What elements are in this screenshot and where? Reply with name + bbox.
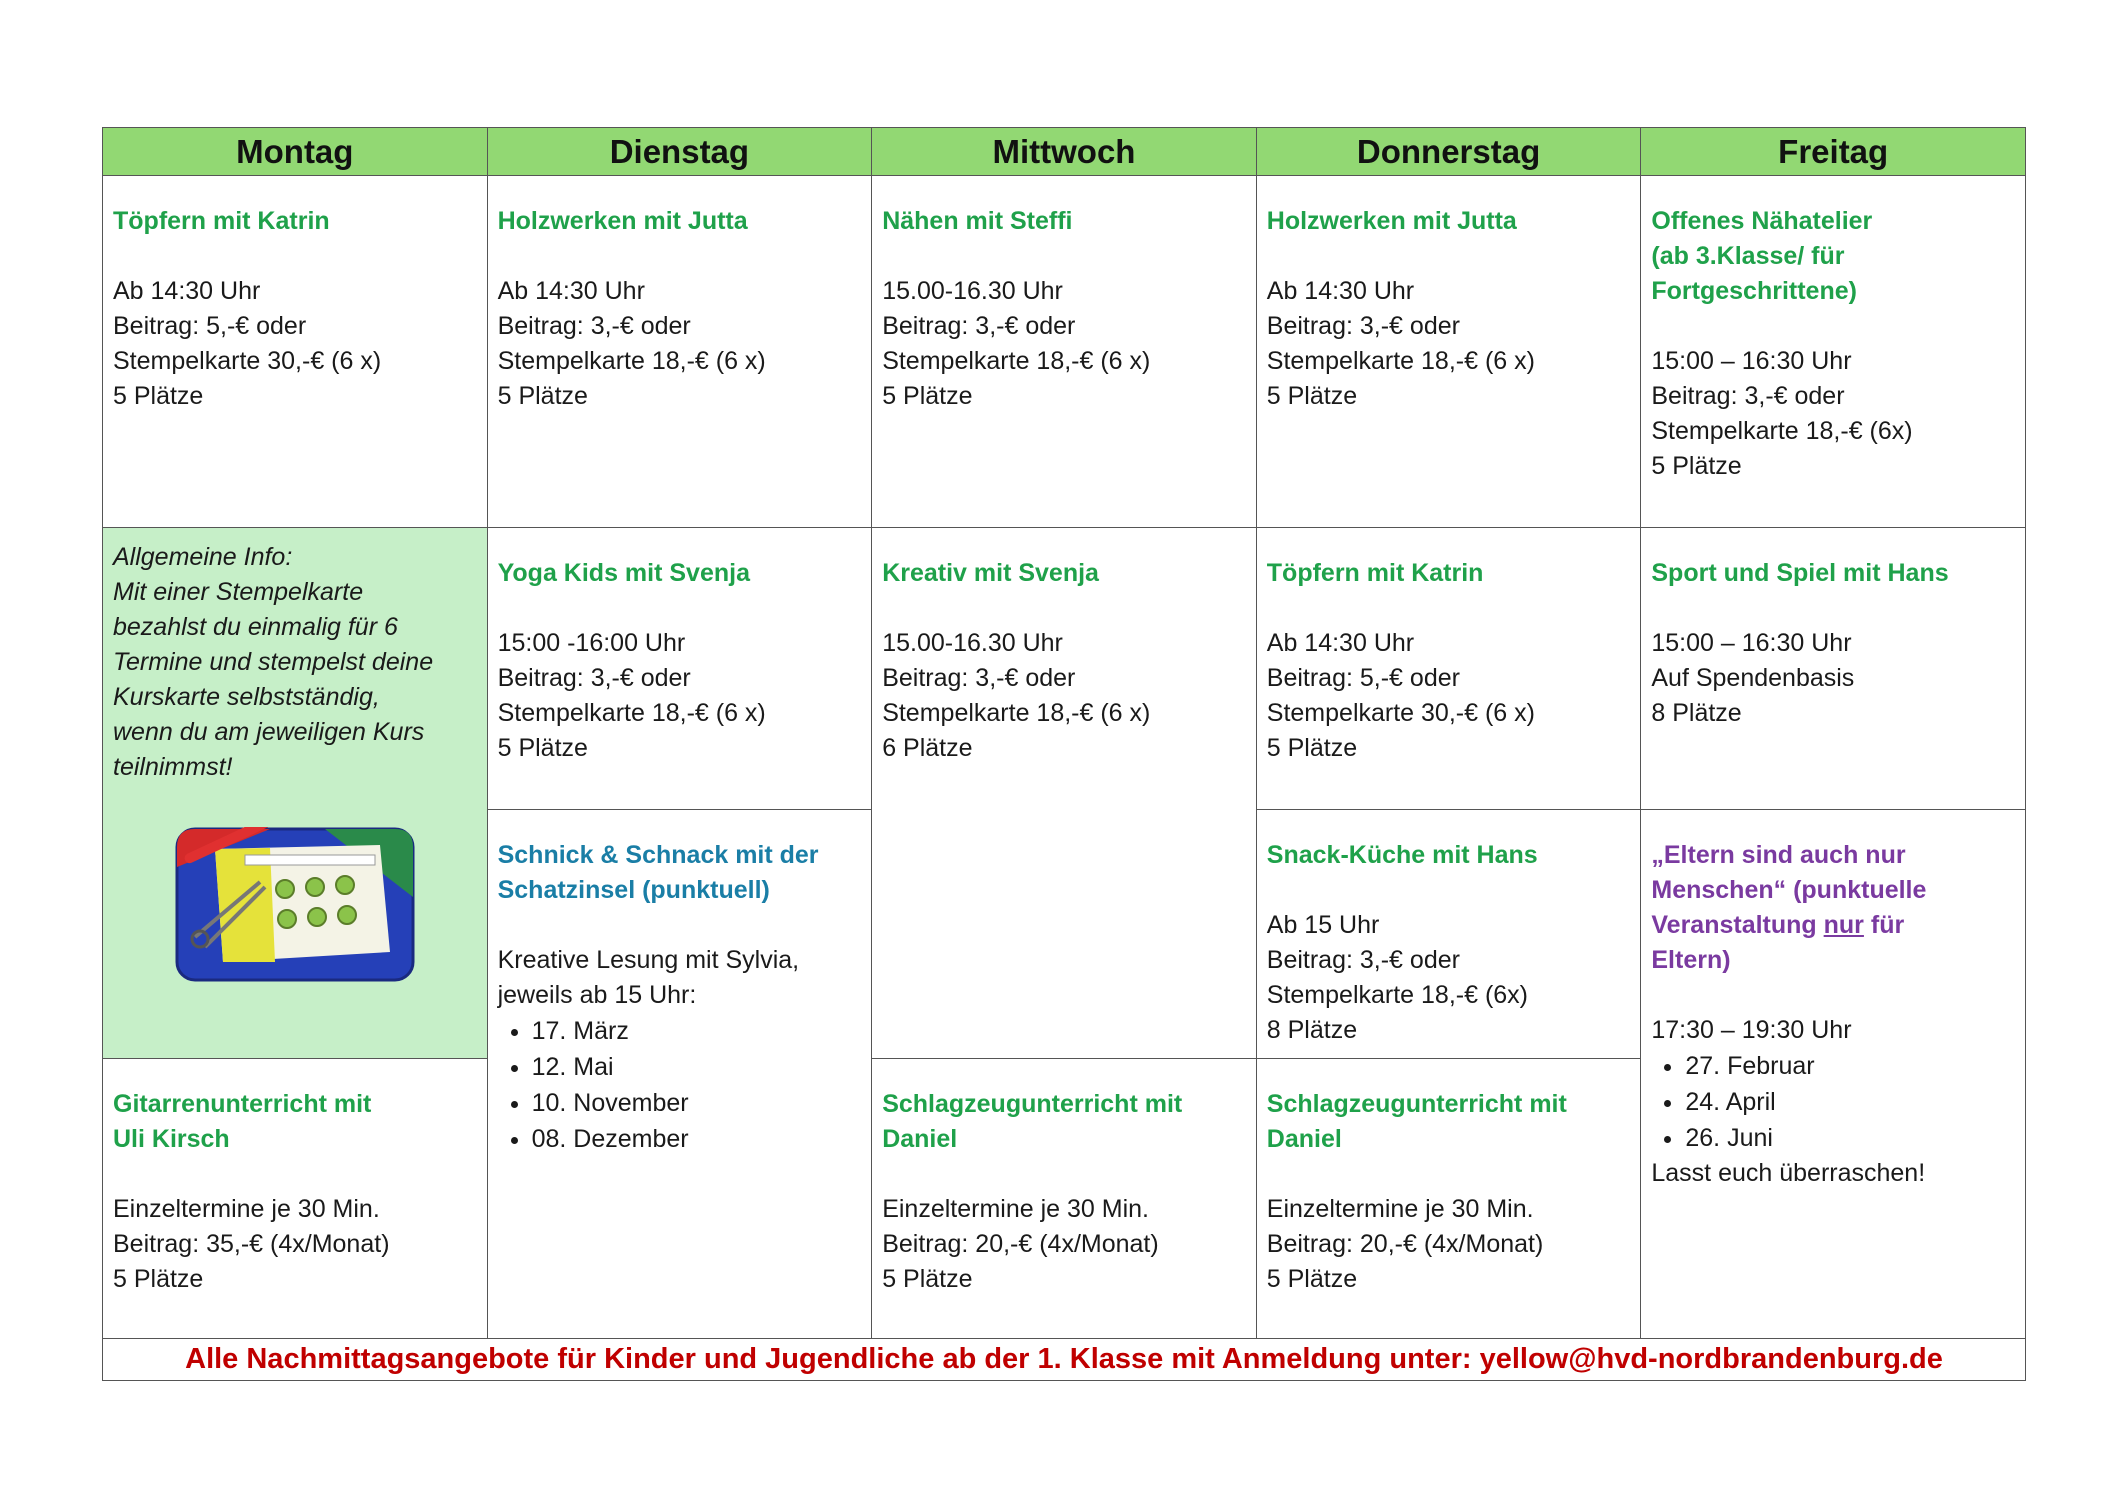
date-item: • 27. Februar bbox=[1685, 1048, 2015, 1084]
course-fee: Beitrag: 3,-€ oder bbox=[1266, 312, 1460, 340]
row-2 bbox=[103, 528, 2026, 810]
course-fee: Beitrag: 3,-€ oder bbox=[1651, 382, 1845, 410]
date-item: • 10. November bbox=[532, 1085, 862, 1121]
course-cell-thursday-3 bbox=[1256, 810, 1641, 1059]
course-places: 5 Plätze bbox=[882, 382, 973, 410]
info-line: Allgemeine Info: bbox=[113, 543, 293, 571]
course-time: Einzeltermine je 30 Min. bbox=[113, 1195, 380, 1223]
course-stampcard: Stempelkarte 30,-€ (6 x) bbox=[1266, 699, 1535, 727]
course-stampcard: Stempelkarte 18,-€ (6 x) bbox=[1266, 347, 1535, 375]
course-time: Ab 14:30 Uhr bbox=[113, 277, 261, 305]
course-fee: Beitrag: 3,-€ oder bbox=[882, 312, 1076, 340]
course-desc: jeweils ab 15 Uhr: bbox=[497, 981, 697, 1009]
stamp-card-image bbox=[175, 827, 415, 982]
course-title: Holzwerken mit Jutta bbox=[497, 207, 748, 235]
course-title: Töpfern mit Katrin bbox=[113, 207, 330, 235]
course-stampcard: Stempelkarte 18,-€ (6 x) bbox=[497, 347, 766, 375]
info-line: wenn du am jeweiligen Kurs bbox=[113, 718, 425, 746]
course-places: 6 Plätze bbox=[882, 734, 973, 762]
course-places: 5 Plätze bbox=[497, 734, 588, 762]
course-places: 5 Plätze bbox=[113, 1265, 204, 1293]
course-closing: Lasst euch überraschen! bbox=[1651, 1159, 1926, 1187]
course-time: Ab 14:30 Uhr bbox=[497, 277, 645, 305]
course-time: Einzeltermine je 30 Min. bbox=[1266, 1195, 1534, 1223]
course-fee: Beitrag: 3,-€ oder bbox=[1266, 946, 1460, 974]
title-part: Veranstaltung bbox=[1651, 911, 1824, 939]
footer-row bbox=[103, 1339, 2026, 1381]
info-line: bezahlst du einmalig für 6 bbox=[113, 613, 398, 641]
course-cell-wednesday-2 bbox=[872, 528, 1257, 1059]
course-title-line: Schlagzeugunterricht mit bbox=[1266, 1090, 1567, 1118]
course-time: Einzeltermine je 30 Min. bbox=[882, 1195, 1149, 1223]
title-part-underlined: nur bbox=[1823, 911, 1864, 939]
course-title: Sport und Spiel mit Hans bbox=[1651, 559, 1949, 587]
course-title: Snack-Küche mit Hans bbox=[1266, 841, 1538, 869]
course-fee: Beitrag: 3,-€ oder bbox=[882, 664, 1076, 692]
course-fee: Beitrag: 5,-€ oder bbox=[1266, 664, 1460, 692]
date-list bbox=[498, 1013, 862, 1157]
course-places: 5 Plätze bbox=[113, 382, 204, 410]
info-line: Mit einer Stempelkarte bbox=[113, 578, 364, 606]
course-time: 15:00 – 16:30 Uhr bbox=[1651, 629, 1852, 657]
course-places: 5 Plätze bbox=[1266, 1265, 1358, 1293]
day-header-wednesday: Mittwoch bbox=[872, 128, 1257, 176]
general-info-cell bbox=[103, 528, 488, 1059]
course-title-line: Offenes Nähatelier bbox=[1651, 207, 1873, 235]
course-time: 17:30 – 19:30 Uhr bbox=[1651, 1016, 1852, 1044]
course-title-line: Schnick & Schnack mit der bbox=[497, 841, 819, 869]
course-fee: Beitrag: 5,-€ oder bbox=[113, 312, 307, 340]
course-title-line: Gitarrenunterricht mit bbox=[113, 1090, 372, 1118]
course-stampcard: Stempelkarte 18,-€ (6x) bbox=[1266, 981, 1528, 1009]
course-title-line: Menschen“ (punktuelle bbox=[1651, 876, 1927, 904]
course-stampcard: Stempelkarte 18,-€ (6 x) bbox=[497, 699, 766, 727]
course-fee: Beitrag: 20,-€ (4x/Monat) bbox=[882, 1230, 1159, 1258]
course-title: Holzwerken mit Jutta bbox=[1266, 207, 1517, 235]
course-title-line: Uli Kirsch bbox=[113, 1125, 230, 1153]
registration-footer: Alle Nachmittagsangebote für Kinder und Jugendliche ab der 1. Klasse mit Anmeldung unter: yellow@hvd-nordbrandenburg.de bbox=[103, 1339, 2026, 1381]
course-cell-thursday-2 bbox=[1256, 528, 1641, 810]
course-title: Töpfern mit Katrin bbox=[1266, 559, 1484, 587]
course-title-line: Daniel bbox=[882, 1125, 958, 1153]
course-cell-tuesday-3 bbox=[487, 810, 872, 1339]
date-item: • 12. Mai bbox=[532, 1049, 862, 1085]
course-title-line: Eltern) bbox=[1651, 946, 1731, 974]
course-title: Kreativ mit Svenja bbox=[882, 559, 1099, 587]
course-cell-thursday-1 bbox=[1256, 176, 1641, 528]
course-title-line: Daniel bbox=[1266, 1125, 1342, 1153]
course-title-line: (ab 3.Klasse/ für bbox=[1651, 242, 1845, 270]
course-time: Ab 14:30 Uhr bbox=[1266, 629, 1415, 657]
course-fee: Beitrag: 3,-€ oder bbox=[497, 312, 691, 340]
course-cell-friday-3 bbox=[1641, 810, 2026, 1339]
course-title-line: Schlagzeugunterricht mit bbox=[882, 1090, 1183, 1118]
info-line: Termine und stempelst deine bbox=[113, 648, 434, 676]
course-places: 5 Plätze bbox=[1651, 452, 1742, 480]
info-line: teilnimmst! bbox=[113, 753, 233, 781]
header-row bbox=[103, 128, 2026, 176]
course-title-line: „Eltern sind auch nur bbox=[1651, 841, 1906, 869]
course-cell-friday-2 bbox=[1641, 528, 2026, 810]
course-time: 15.00-16.30 Uhr bbox=[882, 629, 1063, 657]
course-stampcard: Stempelkarte 18,-€ (6 x) bbox=[882, 347, 1151, 375]
date-item: • 08. Dezember bbox=[532, 1121, 862, 1157]
course-time: 15.00-16.30 Uhr bbox=[882, 277, 1063, 305]
row-1 bbox=[103, 176, 2026, 528]
course-stampcard: Stempelkarte 18,-€ (6 x) bbox=[882, 699, 1151, 727]
course-places: 5 Plätze bbox=[1266, 734, 1358, 762]
course-time: Ab 15 Uhr bbox=[1266, 911, 1380, 939]
course-fee: Auf Spendenbasis bbox=[1651, 664, 1855, 692]
course-title-line bbox=[1651, 908, 2015, 943]
course-title-line: Fortgeschrittene) bbox=[1651, 277, 1857, 305]
course-cell-wednesday-1 bbox=[872, 176, 1257, 528]
course-cell-monday-1 bbox=[103, 176, 488, 528]
course-fee: Beitrag: 35,-€ (4x/Monat) bbox=[113, 1230, 390, 1258]
course-fee: Beitrag: 20,-€ (4x/Monat) bbox=[1266, 1230, 1544, 1258]
course-cell-monday-4 bbox=[103, 1059, 488, 1339]
date-item: • 24. April bbox=[1685, 1084, 2015, 1120]
day-header-thursday: Donnerstag bbox=[1256, 128, 1641, 176]
course-title-line: Schatzinsel (punktuell) bbox=[497, 876, 770, 904]
date-item: • 26. Juni bbox=[1685, 1120, 2015, 1156]
course-places: 8 Plätze bbox=[1651, 699, 1742, 727]
course-places: 8 Plätze bbox=[1266, 1016, 1358, 1044]
course-cell-thursday-4 bbox=[1256, 1059, 1641, 1339]
course-title: Nähen mit Steffi bbox=[882, 207, 1073, 235]
date-item: • 17. März bbox=[532, 1013, 862, 1049]
course-places: 5 Plätze bbox=[1266, 382, 1358, 410]
course-cell-wednesday-4 bbox=[872, 1059, 1257, 1339]
course-cell-friday-1 bbox=[1641, 176, 2026, 528]
course-cell-tuesday-2 bbox=[487, 528, 872, 810]
course-title: Yoga Kids mit Svenja bbox=[497, 559, 750, 587]
day-header-tuesday: Dienstag bbox=[487, 128, 872, 176]
course-time: 15:00 – 16:30 Uhr bbox=[1651, 347, 1852, 375]
title-part: für bbox=[1863, 911, 1905, 939]
day-header-monday: Montag bbox=[103, 128, 488, 176]
day-header-friday: Freitag bbox=[1641, 128, 2026, 176]
schedule-table bbox=[102, 127, 2026, 1381]
course-stampcard: Stempelkarte 18,-€ (6x) bbox=[1651, 417, 1913, 445]
course-desc: Kreative Lesung mit Sylvia, bbox=[497, 946, 800, 974]
info-line: Kurskarte selbstständig, bbox=[113, 683, 380, 711]
course-time: 15:00 -16:00 Uhr bbox=[497, 629, 686, 657]
course-stampcard: Stempelkarte 30,-€ (6 x) bbox=[113, 347, 382, 375]
date-list bbox=[1651, 1048, 2015, 1156]
course-places: 5 Plätze bbox=[497, 382, 588, 410]
course-places: 5 Plätze bbox=[882, 1265, 973, 1293]
course-fee: Beitrag: 3,-€ oder bbox=[497, 664, 691, 692]
course-cell-tuesday-1 bbox=[487, 176, 872, 528]
course-time: Ab 14:30 Uhr bbox=[1266, 277, 1415, 305]
